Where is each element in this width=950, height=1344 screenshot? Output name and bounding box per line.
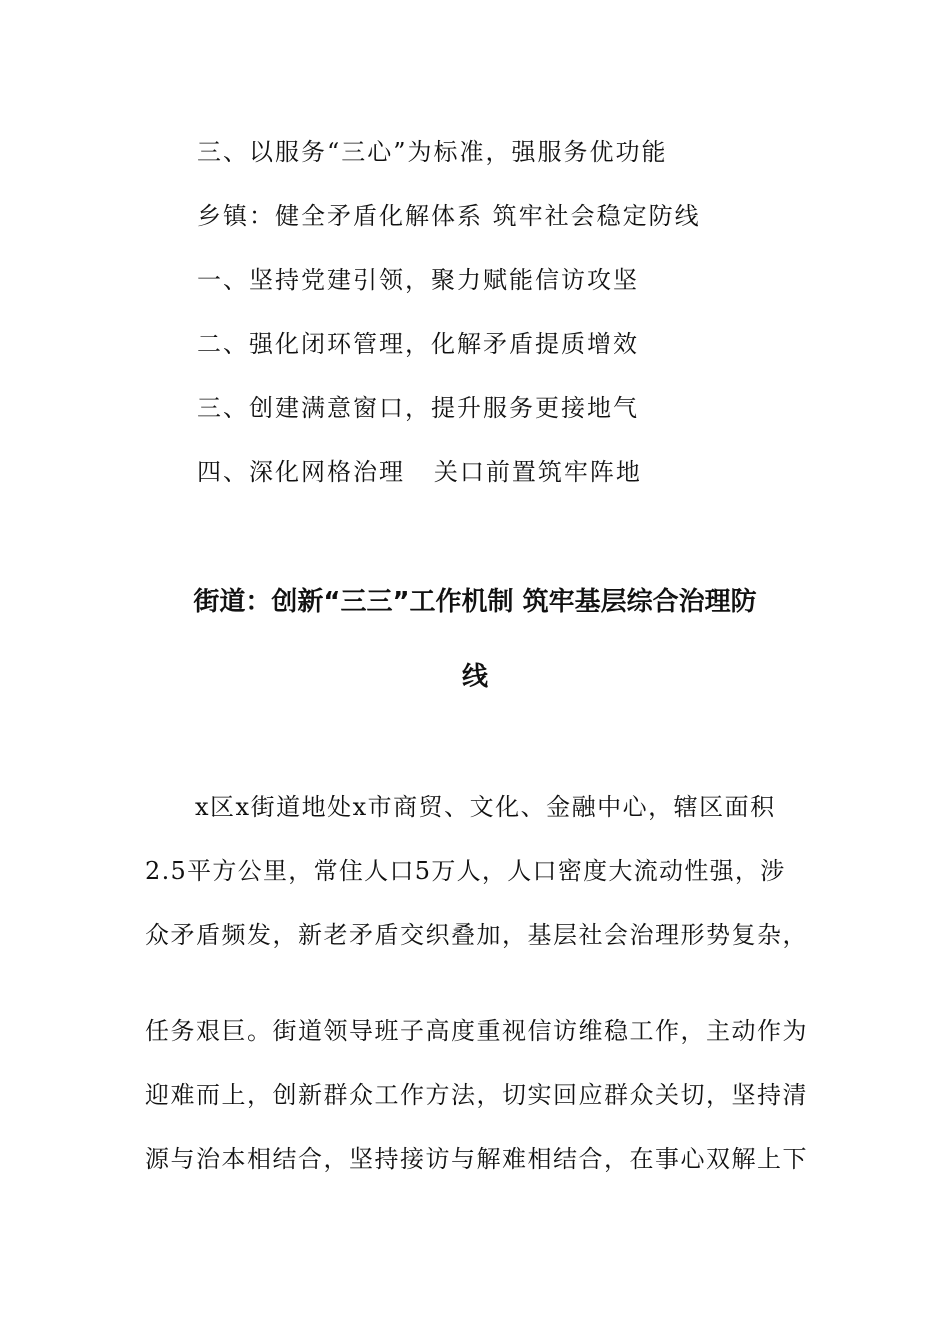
toc-item-party-building: 一、坚持党建引领，聚力赋能信访攻坚 [197,266,639,294]
toc-item-service-standard: 三、以服务“三心”为标准，强服务优功能 [197,138,668,166]
section-title-line-2: 线 [461,662,488,692]
paragraph-line-2: 2.5平方公里，常住人口5万人，人口密度大流动性强，涉 [145,857,786,885]
paragraph-line-3: 众矛盾频发，新老矛盾交织叠加，基层社会治理形势复杂， [145,921,808,949]
paragraph-line-6: 源与治本相结合，坚持接访与解难相结合，在事心双解上下 [145,1145,808,1173]
toc-item-closed-loop: 二、强化闭环管理，化解矛盾提质增效 [197,330,639,358]
paragraph-line-4: 任务艰巨。街道领导班子高度重视信访维稳工作，主动作为 [145,1017,808,1045]
toc-item-township-title: 乡镇：健全矛盾化解体系 筑牢社会稳定防线 [197,202,701,230]
paragraph-line-1: x区x街道地处x市商贸、文化、金融中心，辖区面积 [195,793,776,821]
section-title-line-1: 街道：创新“三三”工作机制 筑牢基层综合治理防 [193,587,757,617]
toc-item-grid-governance: 四、深化网格治理 关口前置筑牢阵地 [197,458,642,486]
paragraph-line-5: 迎难而上，创新群众工作方法，切实回应群众关切，坚持清 [145,1081,808,1109]
toc-item-satisfied-window: 三、创建满意窗口，提升服务更接地气 [197,394,639,422]
